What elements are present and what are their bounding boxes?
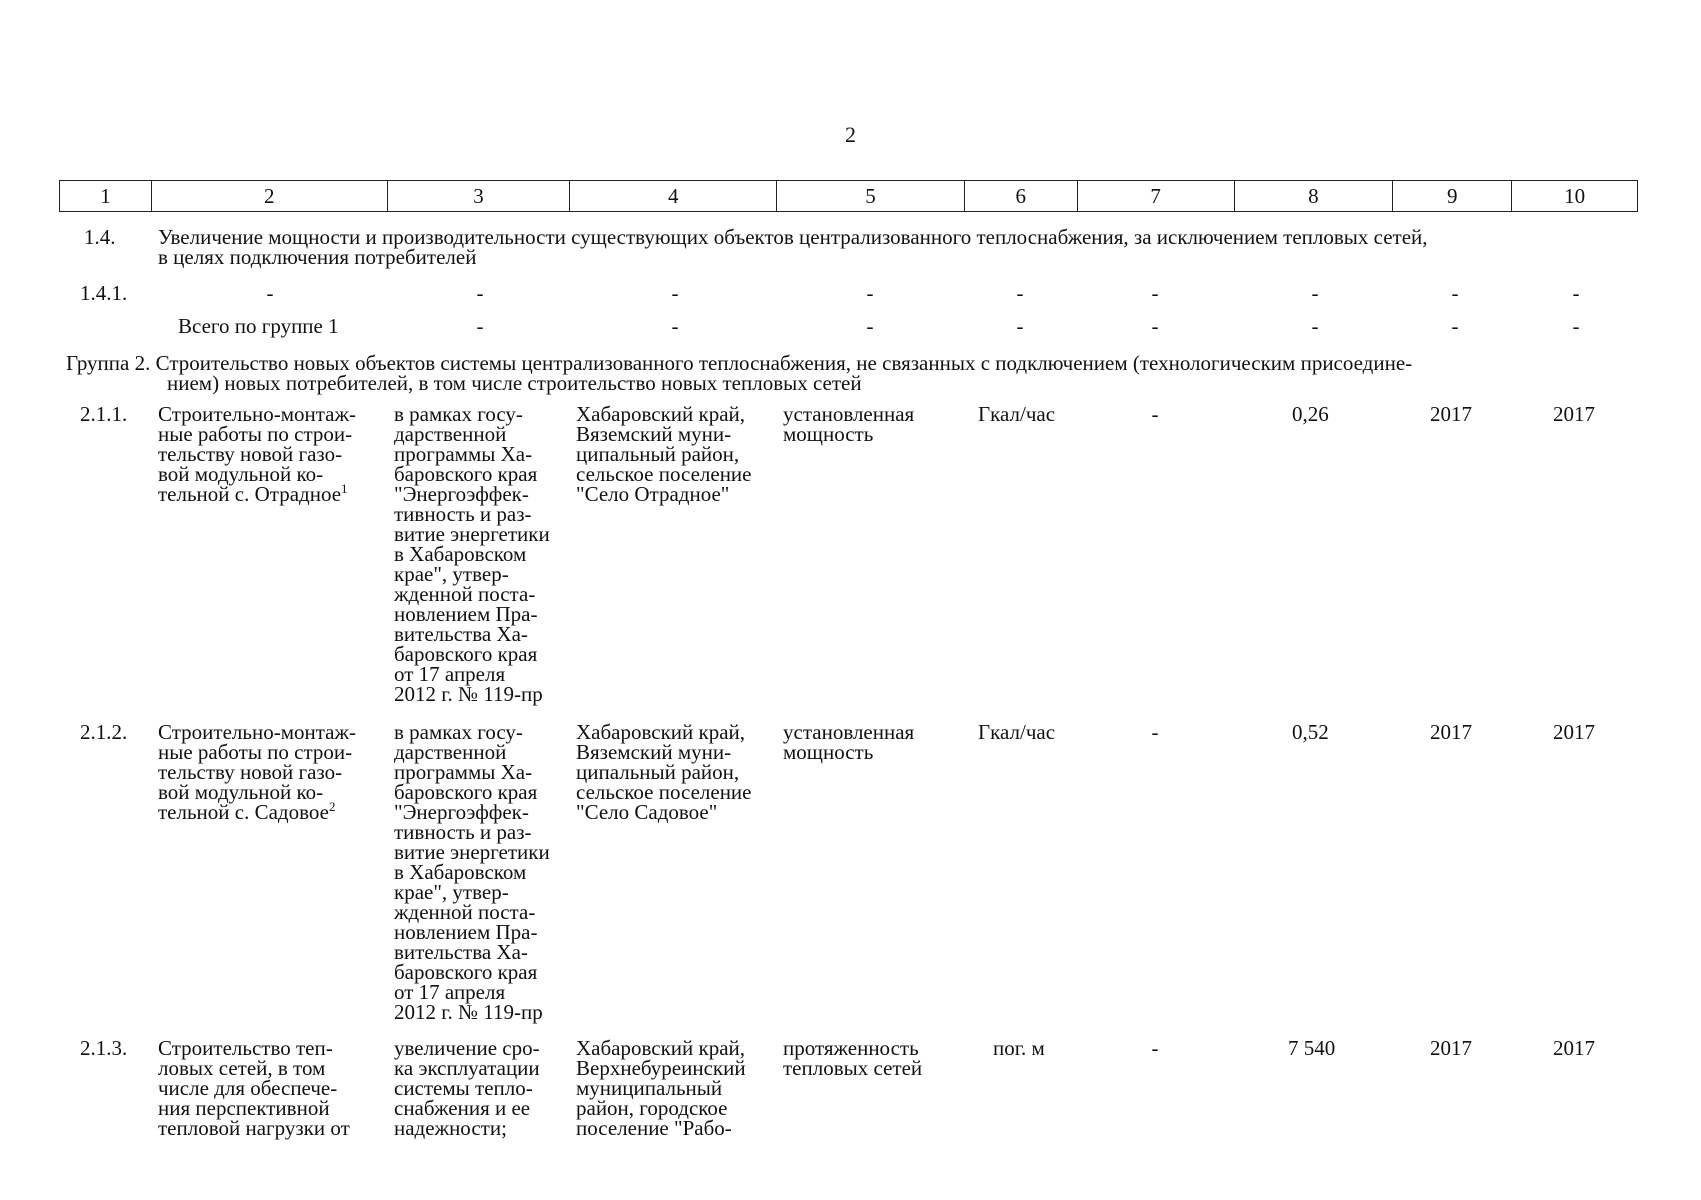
section-number: 1.4. (84, 225, 116, 249)
dash-cell: - (1151, 402, 1159, 426)
column-header-2: 2 (152, 181, 388, 211)
dash-cell: - (1572, 314, 1580, 338)
page-number: 2 (845, 122, 856, 147)
column-header-10: 10 (1564, 183, 1586, 208)
basis-text: увеличение сро- ка эксплуатации системы тепло- снабжения и ее надежности; (394, 1036, 540, 1140)
indicator-text: установленная мощность (783, 720, 915, 764)
object-name: Строительство теп- ловых сетей, в том числе для обеспече- ния перспективной тепловой нагрузки от (158, 1036, 350, 1140)
section-title-line-2: в целях подключения потребителей (158, 245, 477, 269)
column-header-7: 7 (1078, 181, 1235, 211)
location-text: Хабаровский край, Вяземский муни- ципальный район, сельское поселение "Село Садовое" (576, 720, 752, 824)
dash-cell: - (671, 314, 679, 338)
end-year: 2017 (1553, 402, 1595, 426)
row-number: 2.1.1. (80, 402, 128, 426)
end-year: 2017 (1553, 1036, 1595, 1060)
footnote-mark: 2 (328, 799, 336, 814)
row-number: 1.4.1. (80, 281, 128, 305)
column-header-9: 9 (1393, 181, 1512, 211)
dash-cell: - (1311, 314, 1319, 338)
column-header-4: 4 (570, 181, 777, 211)
column-header-row (59, 180, 1638, 212)
location-text: Хабаровский край, Верхнебуреинский муниципальный район, городское поселение "Рабо- (576, 1036, 746, 1140)
column-header-1: 1 (60, 181, 152, 211)
value-text: 0,26 (1292, 402, 1329, 426)
dash-cell: - (1016, 314, 1024, 338)
start-year: 2017 (1430, 1036, 1472, 1060)
column-header-5: 5 (777, 181, 965, 211)
dash-cell: - (1572, 281, 1580, 305)
start-year: 2017 (1430, 720, 1472, 744)
object-name-text: Строительно-монтаж- ные работы по строи- тельству новой газо- вой модульной ко- тельной с. Отрадное (158, 402, 356, 506)
dash-cell: - (1151, 281, 1159, 305)
unit-text: Гкал/час (978, 402, 1056, 426)
value-text: 7 540 (1288, 1036, 1336, 1060)
dash-cell: - (1451, 314, 1459, 338)
value-text: 0,52 (1292, 720, 1329, 744)
basis-text: в рамках госу- дарственной программы Ха- баровского края "Энергоэффек- тивность и раз- витие энергетики в Хабаровском крае", утвер- жденной поста- новлением Пра- вительства Ха- баровского края от 17 апреля 2012 г. № 119-пр (394, 402, 550, 706)
dash-cell: - (1151, 1036, 1159, 1060)
unit-text: пог. м (993, 1036, 1045, 1060)
object-name-text: Строительно-монтаж- ные работы по строи- тельству новой газо- вой модульной ко- тельной с. Садовое (158, 720, 356, 824)
section-title-line-1: Увеличение мощности и производительности существующих объектов централизованного теплоснабжения, за исключением тепловых сетей, (158, 225, 1428, 249)
column-header-3: 3 (388, 181, 571, 211)
unit-text: Гкал/час (978, 720, 1056, 744)
dash-cell: - (476, 281, 484, 305)
basis-text: в рамках госу- дарственной программы Ха- баровского края "Энергоэффек- тивность и раз- витие энергетики в Хабаровском крае", утвер- жденной поста- новлением Пра- вительства Ха- баровского края от 17 апреля 2012 г. № 119-пр (394, 720, 550, 1024)
group-title-line-1: Группа 2. Строительство новых объектов системы централизованного теплоснабжения, не связанных с подключением (технологическим присоедине- (66, 351, 1413, 375)
dash-cell: - (1451, 281, 1459, 305)
dash-cell: - (1016, 281, 1024, 305)
indicator-text: установленная мощность (783, 402, 915, 446)
object-name (158, 722, 356, 822)
row-number: 2.1.2. (80, 720, 128, 744)
location-text: Хабаровский край, Вяземский муни- ципальный район, сельское поселение "Село Отрадное" (576, 402, 752, 506)
column-header-6: 6 (965, 181, 1078, 211)
indicator-text: протяженность тепловых сетей (783, 1036, 923, 1080)
dash-cell: - (476, 314, 484, 338)
end-year: 2017 (1553, 720, 1595, 744)
column-header-8: 8 (1235, 181, 1394, 211)
start-year: 2017 (1430, 402, 1472, 426)
dash-cell: - (866, 281, 874, 305)
dash-cell: - (1311, 281, 1319, 305)
dash-cell: - (671, 281, 679, 305)
group-total-label: Всего по группе 1 (178, 314, 339, 338)
dash-cell: - (1151, 314, 1159, 338)
row-number: 2.1.3. (80, 1036, 128, 1060)
dash-cell: - (1151, 720, 1159, 744)
dash-cell: - (866, 314, 874, 338)
object-name (158, 404, 356, 504)
dash-cell: - (266, 281, 274, 305)
group-title-line-2: нием) новых потребителей, в том числе строительство новых тепловых сетей (167, 371, 862, 395)
footnote-mark: 1 (341, 481, 348, 496)
